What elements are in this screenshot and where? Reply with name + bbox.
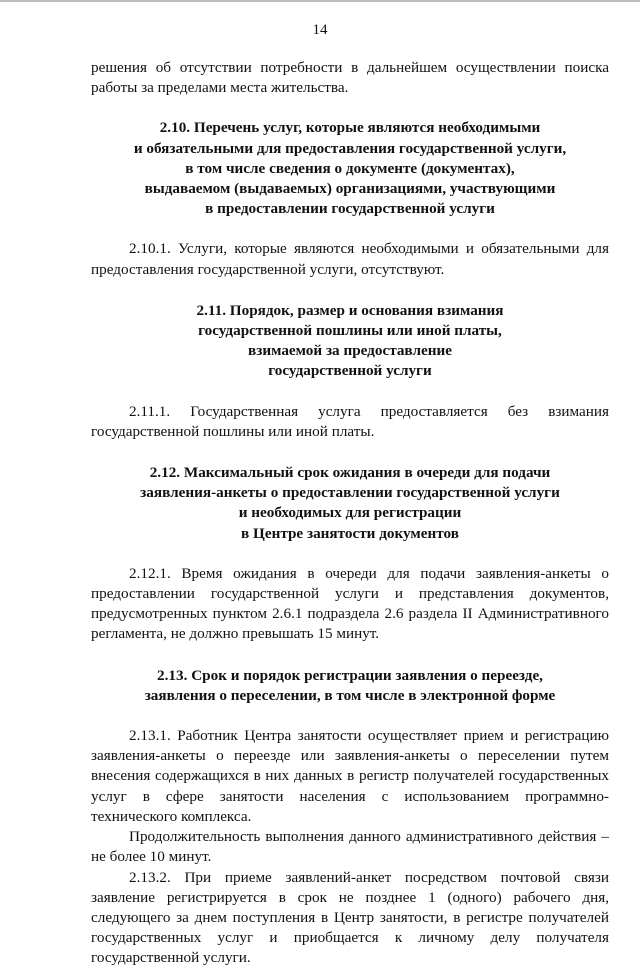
paragraph-2-13-2: 2.13.2. При приеме заявлений-анкет посредством почтовой связи заявление регистрируется в срок не позднее 1 (одного) рабочего дня, следующего за днем поступления в Центр занятости, в регистре получателей государственных услуг и приобщается к личному делу получателя государственной услуги.: [91, 868, 609, 967]
heading-line: 2.13. Срок и порядок регистрации заявления о переезде,: [157, 666, 543, 684]
heading-line: в Центре занятости документов: [241, 524, 459, 542]
heading-line: 2.12. Максимальный срок ожидания в очереди для подачи: [149, 464, 551, 482]
paragraph-duration: Продолжительность выполнения данного административного действия – не более 10 минут.: [91, 828, 609, 866]
heading-line: и необходимых для регистрации: [238, 504, 462, 522]
page-content: [91, 58, 609, 969]
paragraph-2-13-1: 2.13.1. Работник Центра занятости осуществляет прием и регистрацию заявления-анкеты о переезде или заявления-анкеты о переселении путем внесения содержащихся в них данных в регистр получателей государственных услуг в сфере занятости населения с использованием программно-технического комплекса.: [91, 727, 609, 825]
intro-paragraph: решения об отсутствии потребности в дальнейшем осуществлении поиска работы за пределами места жительства.: [91, 59, 609, 97]
paragraph-2-11-1: 2.11.1. Государственная услуга предоставляется без взимания государственной пошлины или иной платы.: [91, 402, 609, 440]
heading-line: в том числе сведения о документе (документах),: [185, 159, 515, 177]
paragraph-2-10-1: 2.10.1. Услуги, которые являются необходимыми и обязательными для предоставления государственной услуги, отсутствуют.: [91, 240, 609, 278]
heading-line: заявления о переселении, в том числе в электронной форме: [144, 686, 556, 704]
section-2-13-heading: [91, 666, 609, 706]
paragraph-2-12-1: 2.12.1. Время ожидания в очереди для подачи заявления-анкеты о предоставлении государственной услуги и представления документов, предусмотренных пунктом 2.6.1 подраздела 2.6 раздела II Административного регламента, не должно превышать 15 минут.: [91, 564, 609, 643]
heading-line: 2.10. Перечень услуг, которые являются необходимыми: [159, 119, 541, 137]
heading-line: государственной пошлины или иной платы,: [198, 322, 502, 340]
heading-line: 2.11. Порядок, размер и основания взимания: [196, 301, 504, 319]
heading-line: в предоставлении государственной услуги: [205, 200, 495, 218]
section-2-10-heading: [91, 118, 609, 219]
section-2-11-heading: [91, 301, 609, 382]
heading-line: взимаемой за предоставление: [248, 342, 452, 360]
scan-top-edge: [0, 0, 640, 2]
section-2-12-heading: [91, 463, 609, 544]
page-number: 14: [312, 22, 328, 38]
heading-line: и обязательными для предоставления государственной услуги,: [133, 139, 567, 157]
heading-line: заявления-анкеты о предоставлении государственной услуги: [140, 484, 560, 502]
heading-line: выдаваемом (выдаваемых) организациями, участвующими: [144, 180, 556, 198]
heading-line: государственной услуги: [268, 362, 432, 380]
